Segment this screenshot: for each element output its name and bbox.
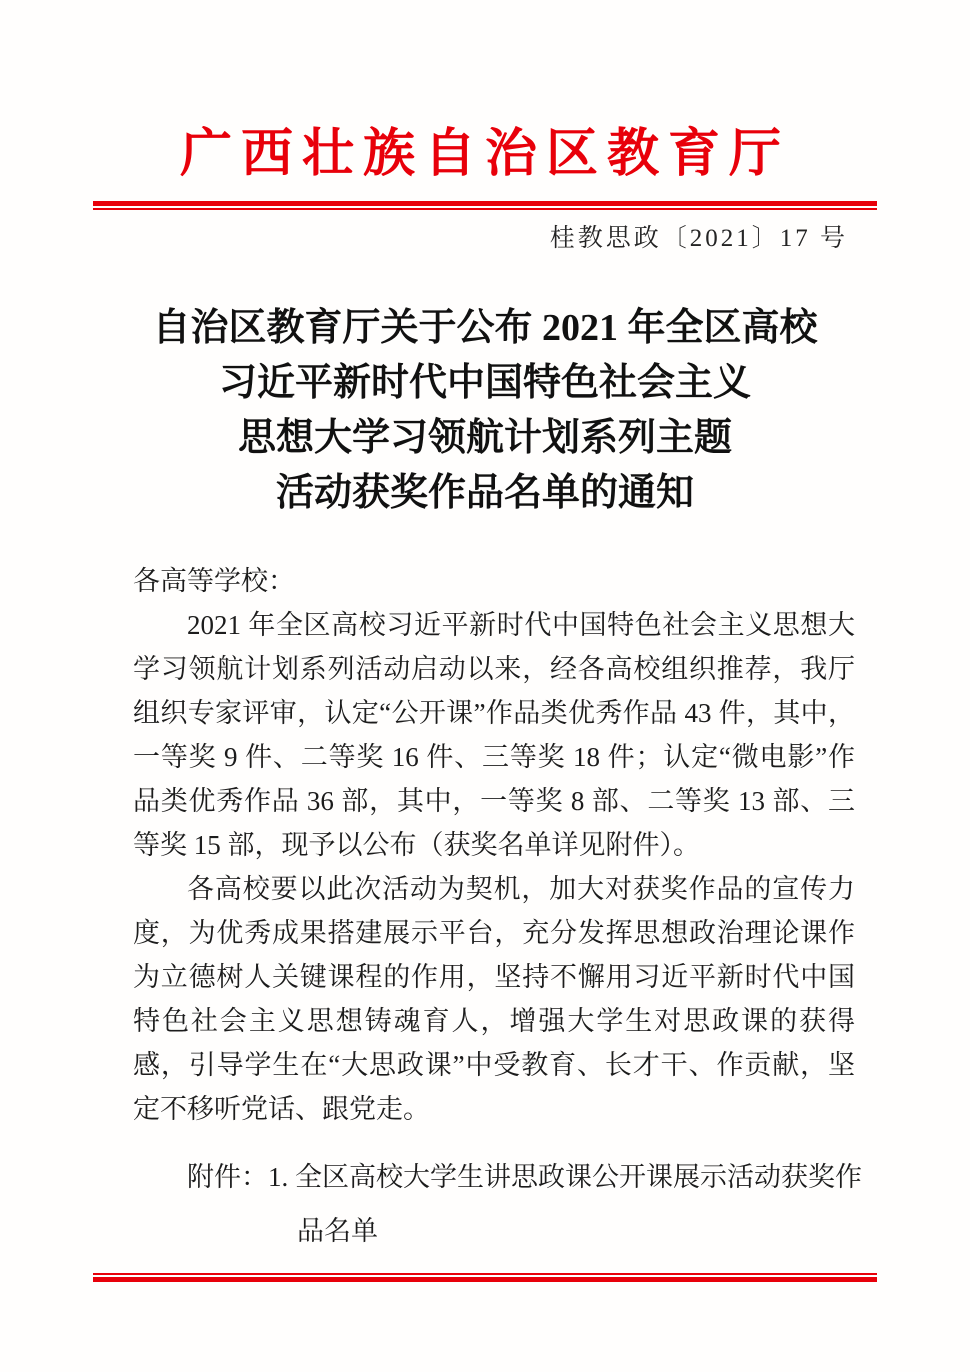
letterhead-divider-rule	[93, 201, 877, 210]
attachment-line-2: 品名单	[297, 1216, 378, 1246]
document-number: 桂教思政〔2021〕17 号	[549, 225, 848, 252]
footer-divider-rule	[93, 1273, 877, 1282]
body-paragraph-1: 2021 年全区高校习近平新时代中国特色社会主义思想大学习领航计划系列活动启动以来，经各高校组织推荐，我厅组织专家评审，认定“公开课”作品类优秀作品 43 件，其中，一等奖 9 件、二等奖 16 件、三等奖 18 件；认定“微电影”作品类优秀作品 36 部，其中，一等奖 8 部、二等奖 13 部、三等奖 15 部，现予以公布（获奖名单详见附件）。	[133, 610, 855, 860]
attachment-note	[133, 1150, 862, 1258]
document-title-line-4: 活动获奖作品名单的通知	[275, 472, 694, 514]
document-title-line-3: 思想大学习领航计划系列主题	[237, 417, 732, 459]
document-body	[133, 559, 855, 1131]
document-title	[0, 301, 970, 521]
salutation: 各高等学校：	[133, 566, 295, 596]
attachment-line-1: 附件：1. 全区高校大学生讲思政课公开课展示活动获奖作	[187, 1162, 862, 1192]
divider-thick-line	[93, 1277, 877, 1282]
body-paragraph-2: 各高校要以此次活动为契机，加大对获奖作品的宣传力度，为优秀成果搭建展示平台，充分发挥思想政治理论课作为立德树人关键课程的作用，坚持不懈用习近平新时代中国特色社会主义思想铸魂育人，增强大学生对思政课的获得感，引导学生在“大思政课”中受教育、长才干、作贡献，坚定不移听党话、跟党走。	[133, 874, 855, 1124]
document-title-line-1: 自治区教育厅关于公布 2021 年全区高校	[152, 307, 818, 349]
divider-thin-line	[93, 208, 877, 210]
document-title-line-2: 习近平新时代中国特色社会主义	[218, 362, 751, 404]
letterhead-org-title: 广西壮族自治区教育厅	[179, 126, 790, 183]
